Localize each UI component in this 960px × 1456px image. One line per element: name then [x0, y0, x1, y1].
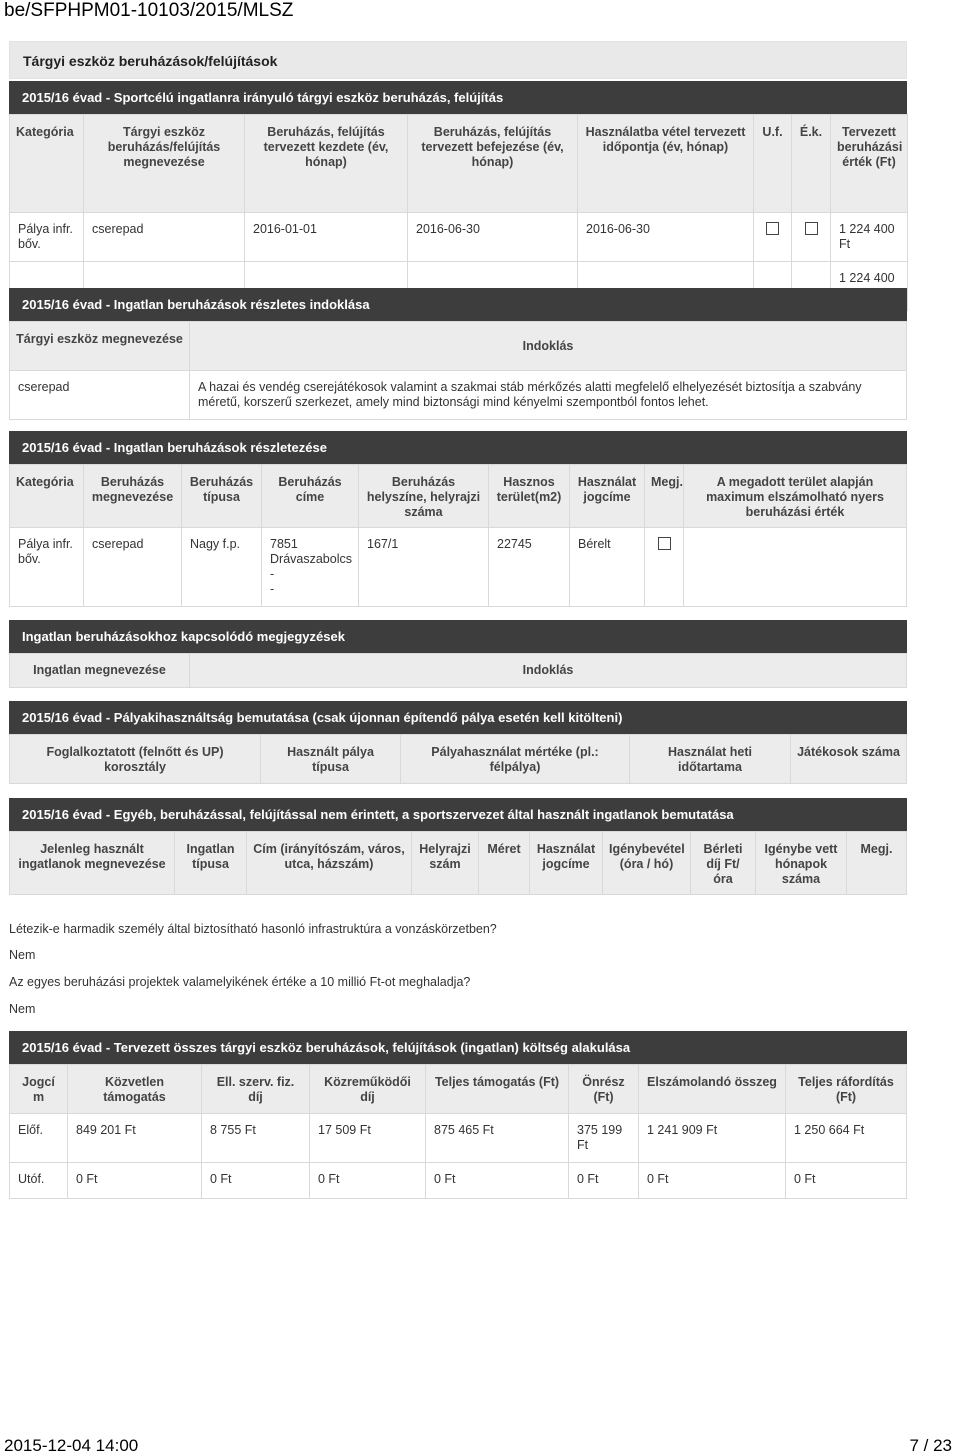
- table-row: [10, 1163, 907, 1199]
- table-header-row: [10, 465, 907, 528]
- note-checkbox[interactable]: [658, 537, 671, 550]
- question-10m: Az egyes beruházási projektek valamelyikének értéke a 10 millió Ft-ot meghaladja?: [9, 975, 471, 989]
- table-row: [10, 1114, 907, 1163]
- cell-value: 1 224 400 Ft: [831, 213, 908, 262]
- cell-own-share: 0 Ft: [569, 1163, 639, 1199]
- justification-bar: 2015/16 évad - Ingatlan beruházások részletes indoklása: [9, 288, 907, 321]
- details-table: [9, 464, 907, 607]
- cost-section: [9, 1031, 907, 1199]
- col-header: Beruházás típusa: [182, 465, 262, 528]
- cost-table: [9, 1064, 907, 1199]
- cell-max-value: [684, 528, 907, 607]
- section-title-box: [9, 41, 907, 79]
- table-header-row: [10, 115, 908, 213]
- details-section: [9, 431, 907, 607]
- cell-start: 2016-01-01: [245, 213, 408, 262]
- col-header: Hasznos terület(m2): [489, 465, 570, 528]
- investment-table-section: [9, 81, 907, 311]
- usage-bar: 2015/16 évad - Pályakihasználtság bemutatása (csak újonnan építendő pálya esetén kell kitölteni): [9, 701, 907, 734]
- footer-page-number: 7 / 23: [909, 1436, 952, 1455]
- col-header: Cím (irányítószám, város, utca, házszám): [247, 832, 412, 895]
- cell-ek: [792, 213, 831, 262]
- notes-table: [9, 653, 907, 688]
- col-header: Használat jogcíme: [570, 465, 645, 528]
- document-id: be/SFPHPM01-10103/2015/MLSZ: [4, 0, 294, 21]
- cell-name: cserepad: [84, 528, 182, 607]
- cell-total-support: 0 Ft: [426, 1163, 569, 1199]
- notes-bar: Ingatlan beruházásokhoz kapcsolódó megjegyzések: [9, 620, 907, 653]
- col-header: Ell. szerv. fiz. díj: [202, 1065, 310, 1114]
- uf-checkbox[interactable]: [766, 222, 779, 235]
- col-header: Közvetlen támogatás: [68, 1065, 202, 1114]
- answer-third-party: Nem: [9, 948, 36, 962]
- cell-legal: Előf.: [10, 1114, 68, 1163]
- cell-control-fee: 0 Ft: [202, 1163, 310, 1199]
- col-header: Beruházás megnevezése: [84, 465, 182, 528]
- cell-name: cserepad: [84, 213, 245, 262]
- col-header: Tervezett beruházási érték (Ft): [831, 115, 908, 213]
- col-header: É.k.: [792, 115, 831, 213]
- usage-section: [9, 701, 907, 784]
- address-street: -: [270, 567, 275, 581]
- col-header: Pályahasználat mértéke (pl.: félpálya): [401, 735, 630, 784]
- col-header: Indoklás: [190, 322, 907, 371]
- cell-agent-fee: 0 Ft: [310, 1163, 426, 1199]
- col-header: Igénybevétel (óra / hó): [603, 832, 691, 895]
- other-properties-section: [9, 798, 907, 895]
- col-header: Ingatlan típusa: [175, 832, 247, 895]
- table-header-row: [10, 1065, 907, 1114]
- cell-category: Pálya infr. bőv.: [10, 528, 84, 607]
- cell-accountable: 0 Ft: [639, 1163, 786, 1199]
- cell-area: 22745: [489, 528, 570, 607]
- cell-total-cost: 1 250 664 Ft: [786, 1114, 907, 1163]
- col-header: Kategória: [10, 465, 84, 528]
- col-header: Teljes támogatás (Ft): [426, 1065, 569, 1114]
- col-header: Használat heti időtartama: [630, 735, 791, 784]
- cell-name: cserepad: [10, 371, 190, 420]
- other-properties-table: [9, 831, 907, 895]
- notes-section: [9, 620, 907, 688]
- other-properties-bar: 2015/16 évad - Egyéb, beruházással, felújítással nem érintett, a sportszervezet által használt ingatlanok bemutatása: [9, 798, 907, 831]
- cell-accountable: 1 241 909 Ft: [639, 1114, 786, 1163]
- col-header: Játékosok száma: [791, 735, 907, 784]
- details-bar: 2015/16 évad - Ingatlan beruházások részletezése: [9, 431, 907, 464]
- address-number: -: [270, 582, 275, 596]
- cell-note: [645, 528, 684, 607]
- col-header: Elszámolandó összeg: [639, 1065, 786, 1114]
- cell-type: Nagy f.p.: [182, 528, 262, 607]
- cell-agent-fee: 17 509 Ft: [310, 1114, 426, 1163]
- col-header: Foglalkoztatott (felnőtt és UP) korosztály: [10, 735, 261, 784]
- cell-end: 2016-06-30: [408, 213, 578, 262]
- col-header: Teljes ráfordítás (Ft): [786, 1065, 907, 1114]
- col-header: Beruházás helyszíne, helyrajzi száma: [359, 465, 489, 528]
- investment-table: [9, 114, 908, 311]
- col-header: Helyrajzi szám: [412, 832, 479, 895]
- table-header-row: [10, 832, 907, 895]
- col-header: Kategória: [10, 115, 84, 213]
- ek-checkbox[interactable]: [805, 222, 818, 235]
- col-header: Önrész (Ft): [569, 1065, 639, 1114]
- col-header: Használt pálya típusa: [261, 735, 401, 784]
- col-header: Beruházás, felújítás tervezett befejezése (év, hónap): [408, 115, 578, 213]
- col-header: Ingatlan megnevezése: [10, 654, 190, 688]
- col-header: Bérleti díj Ft/óra: [691, 832, 756, 895]
- table-header-row: [10, 654, 907, 688]
- cell-justification: A hazai és vendég cserejátékosok valamint a szakmai stáb mérkőzés alatti megfelelő elhelyezését biztosítja a szabvány méretű, korszerű szerkezet, amely mind biztonsági mind kényelmi szempontból fontos lehet.: [190, 371, 907, 420]
- section-title: Tárgyi eszköz beruházások/felújítások: [9, 41, 907, 79]
- col-header: Méret: [479, 832, 530, 895]
- justification-section: [9, 288, 907, 420]
- cell-total-support: 875 465 Ft: [426, 1114, 569, 1163]
- investment-table-bar: 2015/16 évad - Sportcélú ingatlanra irányuló tárgyi eszköz beruházás, felújítás: [9, 81, 907, 114]
- col-header: Tárgyi eszköz beruházás/felújítás megnevezése: [84, 115, 245, 213]
- col-header: Közreműködői díj: [310, 1065, 426, 1114]
- col-header: Tárgyi eszköz megnevezése: [10, 322, 190, 371]
- address-city: Drávaszabolcs: [270, 552, 352, 566]
- col-header: Jogcí m: [10, 1065, 68, 1114]
- cell-own-share: 375 199 Ft: [569, 1114, 639, 1163]
- col-header: A megadott terület alapján maximum elszámolható nyers beruházási érték: [684, 465, 907, 528]
- col-header: Beruházás, felújítás tervezett kezdete (év, hónap): [245, 115, 408, 213]
- answer-10m: Nem: [9, 1002, 36, 1016]
- table-header-row: [10, 735, 907, 784]
- table-row: [10, 371, 907, 420]
- col-header: Igénybe vett hónapok száma: [756, 832, 847, 895]
- col-header: Használat jogcíme: [530, 832, 603, 895]
- cell-direct-support: 0 Ft: [68, 1163, 202, 1199]
- cell-legal: Utóf.: [10, 1163, 68, 1199]
- question-third-party: Létezik-e harmadik személy által biztosítható hasonló infrastruktúra a vonzáskörzetben?: [9, 922, 497, 936]
- col-header: Beruházás címe: [262, 465, 359, 528]
- cell-control-fee: 8 755 Ft: [202, 1114, 310, 1163]
- col-header: Megj.: [847, 832, 907, 895]
- table-row: [10, 213, 908, 262]
- footer-date: 2015-12-04 14:00: [4, 1436, 139, 1455]
- cell-legal-basis: Bérelt: [570, 528, 645, 607]
- cell-direct-support: 849 201 Ft: [68, 1114, 202, 1163]
- col-header: Megj.: [645, 465, 684, 528]
- cell-total-cost: 0 Ft: [786, 1163, 907, 1199]
- cell-uf: [754, 213, 792, 262]
- address-zip: 7851: [270, 537, 298, 551]
- cell-usage-date: 2016-06-30: [578, 213, 754, 262]
- col-header: U.f.: [754, 115, 792, 213]
- justification-table: [9, 321, 907, 420]
- col-header: Jelenleg használt ingatlanok megnevezése: [10, 832, 175, 895]
- col-header: Használatba vétel tervezett időpontja (év, hónap): [578, 115, 754, 213]
- cell-address: [262, 528, 359, 607]
- cell-category: Pálya infr. bőv.: [10, 213, 84, 262]
- table-header-row: [10, 322, 907, 371]
- usage-table: [9, 734, 907, 784]
- table-row: [10, 528, 907, 607]
- cost-bar: 2015/16 évad - Tervezett összes tárgyi eszköz beruházások, felújítások (ingatlan) költség alakulása: [9, 1031, 907, 1064]
- cell-total: 1 224 400: [831, 262, 908, 311]
- cell-lot: 167/1: [359, 528, 489, 607]
- col-header: Indoklás: [190, 654, 907, 688]
